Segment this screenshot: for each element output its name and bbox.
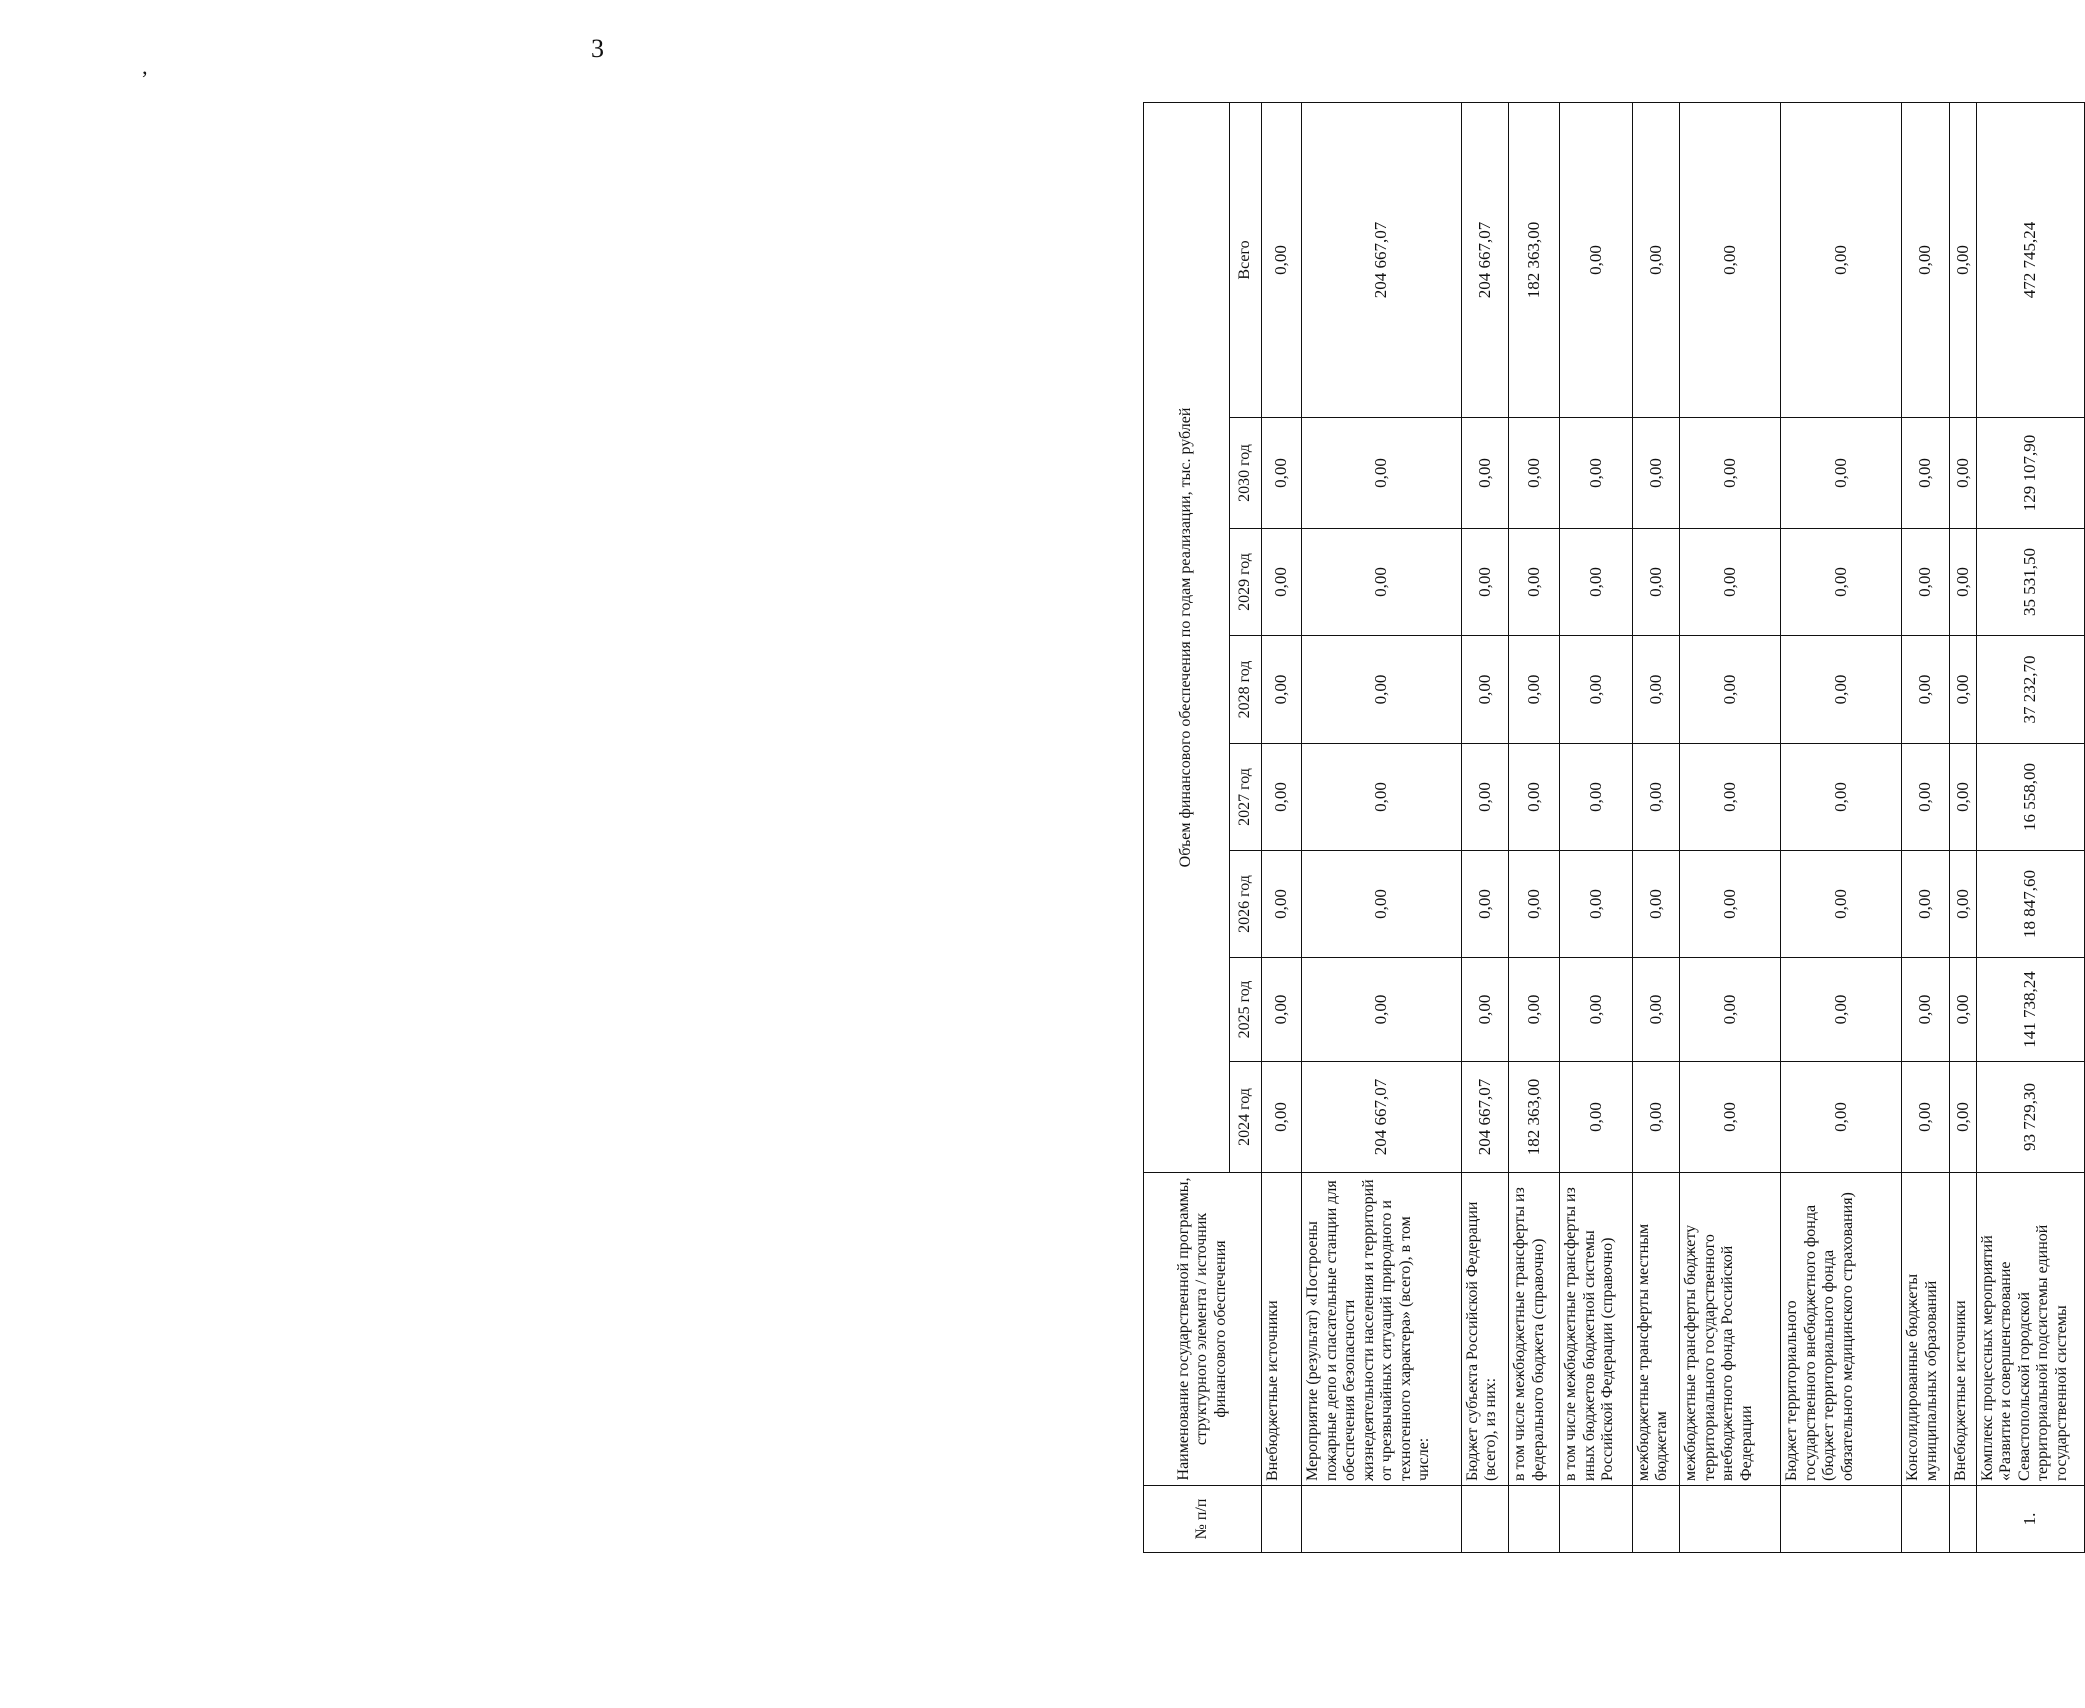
row-index xyxy=(1950,1486,1977,1553)
page-number: 3 xyxy=(591,34,604,63)
table-row xyxy=(1950,102,1977,1552)
row-name: Внебюджетные источники xyxy=(1262,1173,1302,1486)
cell-value: 0,00 xyxy=(1262,958,1302,1062)
cell-value: 0,00 xyxy=(1781,418,1902,529)
cell-value: 0,00 xyxy=(1950,851,1977,958)
cell-value: 0,00 xyxy=(1781,744,1902,851)
rotated-table-container xyxy=(1143,103,2085,1553)
cell-value: 0,00 xyxy=(1680,636,1781,744)
cell-value: 0,00 xyxy=(1902,418,1950,529)
cell-total: 182 363,00 xyxy=(1509,102,1560,417)
cell-value: 0,00 xyxy=(1680,851,1781,958)
header-row-top xyxy=(1144,102,1230,1552)
table-row xyxy=(1632,102,1680,1552)
row-index xyxy=(1680,1486,1781,1553)
cell-value: 204 667,07 xyxy=(1461,1062,1509,1173)
cell-value: 0,00 xyxy=(1680,529,1781,636)
table-row xyxy=(1262,102,1302,1552)
cell-value: 0,00 xyxy=(1262,529,1302,636)
cell-total: 0,00 xyxy=(1632,102,1680,417)
cell-value: 204 667,07 xyxy=(1302,1062,1461,1173)
cell-value: 0,00 xyxy=(1950,1062,1977,1173)
cell-value: 0,00 xyxy=(1680,958,1781,1062)
cell-value: 0,00 xyxy=(1632,418,1680,529)
cell-value: 0,00 xyxy=(1302,636,1461,744)
cell-total: 0,00 xyxy=(1262,102,1302,417)
cell-value: 0,00 xyxy=(1902,851,1950,958)
cell-total: 0,00 xyxy=(1902,102,1950,417)
cell-value: 0,00 xyxy=(1302,529,1461,636)
cell-value: 0,00 xyxy=(1632,529,1680,636)
name-column-header: Наименование государственной программы, структурного элемента / источник финансового обеспечения xyxy=(1144,1173,1262,1486)
cell-value: 0,00 xyxy=(1509,958,1560,1062)
cell-total: 0,00 xyxy=(1680,102,1781,417)
scan-mark: ‚ xyxy=(141,54,149,79)
cell-value: 0,00 xyxy=(1680,1062,1781,1173)
cell-value: 0,00 xyxy=(1781,1062,1902,1173)
cell-value: 0,00 xyxy=(1902,636,1950,744)
row-name: Комплекс процессных мероприятий «Развитие и совершенствование Севастопольской городской территориальной подсистемы единой государственной системы xyxy=(1976,1173,2084,1486)
cell-total: 472 745,24 xyxy=(1976,102,2084,417)
cell-value: 0,00 xyxy=(1950,636,1977,744)
table-row xyxy=(1680,102,1781,1552)
cell-value: 0,00 xyxy=(1950,958,1977,1062)
cell-value: 0,00 xyxy=(1902,1062,1950,1173)
cell-value: 93 729,30 xyxy=(1976,1062,2084,1173)
row-name: межбюджетные трансферты местным бюджетам xyxy=(1632,1173,1680,1486)
cell-total: 204 667,07 xyxy=(1461,102,1509,417)
year-header: 2027 год xyxy=(1230,744,1262,851)
cell-value: 0,00 xyxy=(1632,744,1680,851)
cell-value: 0,00 xyxy=(1680,418,1781,529)
year-header: 2024 год xyxy=(1230,1062,1262,1173)
cell-value: 141 738,24 xyxy=(1976,958,2084,1062)
cell-value: 0,00 xyxy=(1632,1062,1680,1173)
row-name: в том числе межбюджетные трансферты из федерального бюджета (справочно) xyxy=(1509,1173,1560,1486)
cell-value: 0,00 xyxy=(1509,744,1560,851)
row-name: Консолидированные бюджеты муниципальных образований xyxy=(1902,1173,1950,1486)
cell-value: 0,00 xyxy=(1680,744,1781,851)
cell-value: 0,00 xyxy=(1560,636,1632,744)
row-index xyxy=(1632,1486,1680,1553)
cell-value: 0,00 xyxy=(1781,851,1902,958)
cell-value: 0,00 xyxy=(1262,418,1302,529)
cell-value: 0,00 xyxy=(1781,529,1902,636)
cell-value: 0,00 xyxy=(1509,529,1560,636)
financing-group-header: Объем финансового обеспечения по годам реализации, тыс. рублей xyxy=(1144,102,1230,1172)
cell-value: 0,00 xyxy=(1560,418,1632,529)
row-index xyxy=(1560,1486,1632,1553)
cell-value: 0,00 xyxy=(1950,529,1977,636)
year-header: 2026 год xyxy=(1230,851,1262,958)
cell-value: 0,00 xyxy=(1632,851,1680,958)
table-row xyxy=(1461,102,1509,1552)
cell-value: 0,00 xyxy=(1302,744,1461,851)
financing-table xyxy=(1143,102,2085,1553)
table-row xyxy=(1976,102,2084,1552)
cell-value: 0,00 xyxy=(1950,418,1977,529)
cell-value: 0,00 xyxy=(1302,418,1461,529)
row-index xyxy=(1781,1486,1902,1553)
row-index xyxy=(1302,1486,1461,1553)
cell-value: 0,00 xyxy=(1262,851,1302,958)
cell-value: 0,00 xyxy=(1461,636,1509,744)
row-name: межбюджетные трансферты бюджету территориального государственного внебюджетного фонда Российской Федерации xyxy=(1680,1173,1781,1486)
cell-value: 0,00 xyxy=(1950,744,1977,851)
cell-value: 0,00 xyxy=(1461,958,1509,1062)
cell-value: 0,00 xyxy=(1632,958,1680,1062)
cell-value: 0,00 xyxy=(1560,851,1632,958)
year-header: 2030 год xyxy=(1230,418,1262,529)
cell-value: 35 531,50 xyxy=(1976,529,2084,636)
cell-value: 0,00 xyxy=(1302,851,1461,958)
row-name: в том числе межбюджетные трансферты из иных бюджетов бюджетной системы Российской Федерации (справочно) xyxy=(1560,1173,1632,1486)
cell-value: 0,00 xyxy=(1781,636,1902,744)
cell-value: 0,00 xyxy=(1461,418,1509,529)
cell-value: 129 107,90 xyxy=(1976,418,2084,529)
cell-value: 0,00 xyxy=(1262,636,1302,744)
cell-value: 0,00 xyxy=(1509,636,1560,744)
cell-value: 0,00 xyxy=(1560,529,1632,636)
cell-value: 37 232,70 xyxy=(1976,636,2084,744)
row-name: Внебюджетные источники xyxy=(1950,1173,1977,1486)
year-header: 2025 год xyxy=(1230,958,1262,1062)
cell-value: 0,00 xyxy=(1902,958,1950,1062)
cell-value: 0,00 xyxy=(1632,636,1680,744)
row-index xyxy=(1461,1486,1509,1553)
cell-total: 0,00 xyxy=(1950,102,1977,417)
cell-value: 0,00 xyxy=(1461,529,1509,636)
cell-total: 0,00 xyxy=(1560,102,1632,417)
row-index xyxy=(1262,1486,1302,1553)
cell-value: 0,00 xyxy=(1461,851,1509,958)
year-header: 2029 год xyxy=(1230,529,1262,636)
cell-value: 0,00 xyxy=(1781,958,1902,1062)
row-index: 1. xyxy=(1976,1486,2084,1553)
table-row xyxy=(1902,102,1950,1552)
row-name: Мероприятие (результат) «Построены пожарные депо и спасательные станции для обеспечения безопасности жизнедеятельности населения и территорий от чрезвычайных ситуаций природного и техногенного характера» (всего), в том числе: xyxy=(1302,1173,1461,1486)
index-column-header: № п/п xyxy=(1144,1486,1262,1553)
cell-value: 0,00 xyxy=(1509,851,1560,958)
cell-total: 0,00 xyxy=(1781,102,1902,417)
table-row xyxy=(1302,102,1461,1552)
year-header: 2028 год xyxy=(1230,636,1262,744)
cell-value: 16 558,00 xyxy=(1976,744,2084,851)
cell-value: 0,00 xyxy=(1509,418,1560,529)
cell-value: 0,00 xyxy=(1560,1062,1632,1173)
row-name: Бюджет территориального государственного внебюджетного фонда (бюджет территориального фонда обязательного медицинского страхования) xyxy=(1781,1173,1902,1486)
row-index xyxy=(1509,1486,1560,1553)
table-row xyxy=(1560,102,1632,1552)
cell-value: 0,00 xyxy=(1902,529,1950,636)
row-index xyxy=(1902,1486,1950,1553)
table-row xyxy=(1509,102,1560,1552)
cell-total: 204 667,07 xyxy=(1302,102,1461,417)
row-name: Бюджет субъекта Российской Федерации (всего), из них: xyxy=(1461,1173,1509,1486)
cell-value: 0,00 xyxy=(1262,1062,1302,1173)
table-row xyxy=(1781,102,1902,1552)
cell-value: 18 847,60 xyxy=(1976,851,2084,958)
cell-value: 0,00 xyxy=(1262,744,1302,851)
cell-value: 0,00 xyxy=(1902,744,1950,851)
cell-value: 0,00 xyxy=(1302,958,1461,1062)
cell-value: 0,00 xyxy=(1461,744,1509,851)
cell-value: 0,00 xyxy=(1560,744,1632,851)
cell-value: 182 363,00 xyxy=(1509,1062,1560,1173)
total-header: Всего xyxy=(1230,102,1262,417)
cell-value: 0,00 xyxy=(1560,958,1632,1062)
